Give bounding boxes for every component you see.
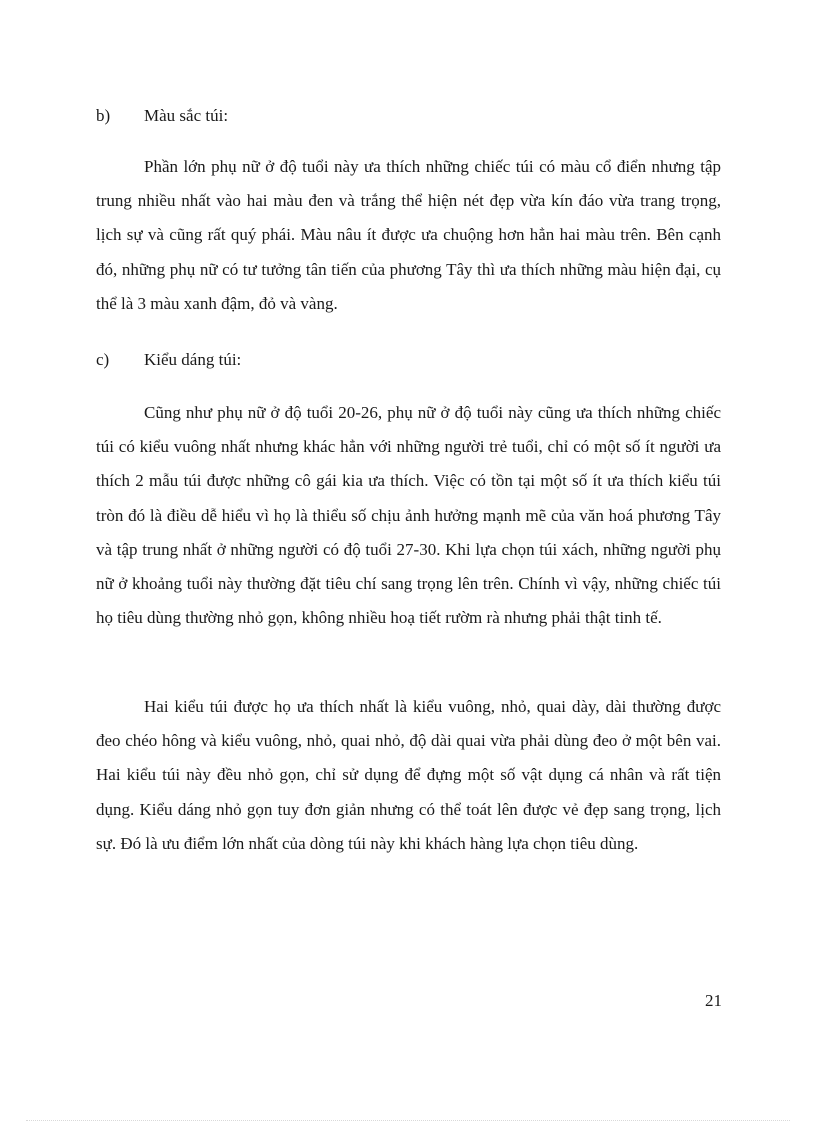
- section-title: Màu sắc túi:: [144, 106, 229, 125]
- paragraph-favorite-styles: Hai kiểu túi được họ ưa thích nhất là kiểu vuông, nhỏ, quai dày, dài thường được đeo chéo hông và kiểu vuông, nhỏ, quai nhỏ, độ dài quai vừa phải dùng đeo ở một bên vai. Hai kiểu túi này đều nhỏ gọn, chỉ sử dụng để đựng một số vật dụng cá nhân và rất tiện dụng. Kiểu dáng nhỏ gọn tuy đơn giản nhưng có thể toát lên được vẻ đẹp sang trọng, lịch sự. Đó là ưu điểm lớn nhất của dòng túi này khi khách hàng lựa chọn tiêu dùng.: [96, 697, 721, 853]
- section-heading-b: [96, 105, 228, 127]
- section-title: Kiểu dáng túi:: [144, 350, 242, 369]
- section-letter: b): [96, 106, 111, 125]
- section-letter: c): [96, 350, 110, 369]
- paragraph-shapes: Cũng như phụ nữ ở độ tuổi 20-26, phụ nữ ở độ tuổi này cũng ưa thích những chiếc túi có kiểu vuông nhất nhưng khác hẳn với những người trẻ tuổi, chỉ có một số ít người ưa thích 2 mẫu túi được những cô gái kia ưa thích. Việc có tồn tại một số ít ưa thích kiểu túi tròn đó là điều dễ hiểu vì họ là thiểu số chịu ảnh hưởng mạnh mẽ của văn hoá phương Tây và tập trung nhất ở những người có độ tuổi 27-30. Khi lựa chọn túi xách, những người phụ nữ ở khoảng tuổi này thường đặt tiêu chí sang trọng lên trên. Chính vì vậy, những chiếc túi họ tiêu dùng thường nhỏ gọn, không nhiều hoạ tiết rườm rà nhưng phải thật tinh tế.: [96, 403, 721, 628]
- paragraph-colors: Phần lớn phụ nữ ở độ tuổi này ưa thích những chiếc túi có màu cổ điển nhưng tập trung nhiều nhất vào hai màu đen và trắng thể hiện nét đẹp vừa kín đáo vừa trang trọng, lịch sự và cũng rất quý phái. Màu nâu ít được ưa chuộng hơn hẳn hai màu trên. Bên cạnh đó, những phụ nữ có tư tưởng tân tiến của phương Tây thì ưa thích những màu hiện đại, cụ thể là 3 màu xanh đậm, đỏ và vàng.: [96, 157, 721, 313]
- section-heading-c: [96, 349, 241, 371]
- page-number: 21: [705, 991, 722, 1010]
- footer-divider: [26, 1120, 790, 1121]
